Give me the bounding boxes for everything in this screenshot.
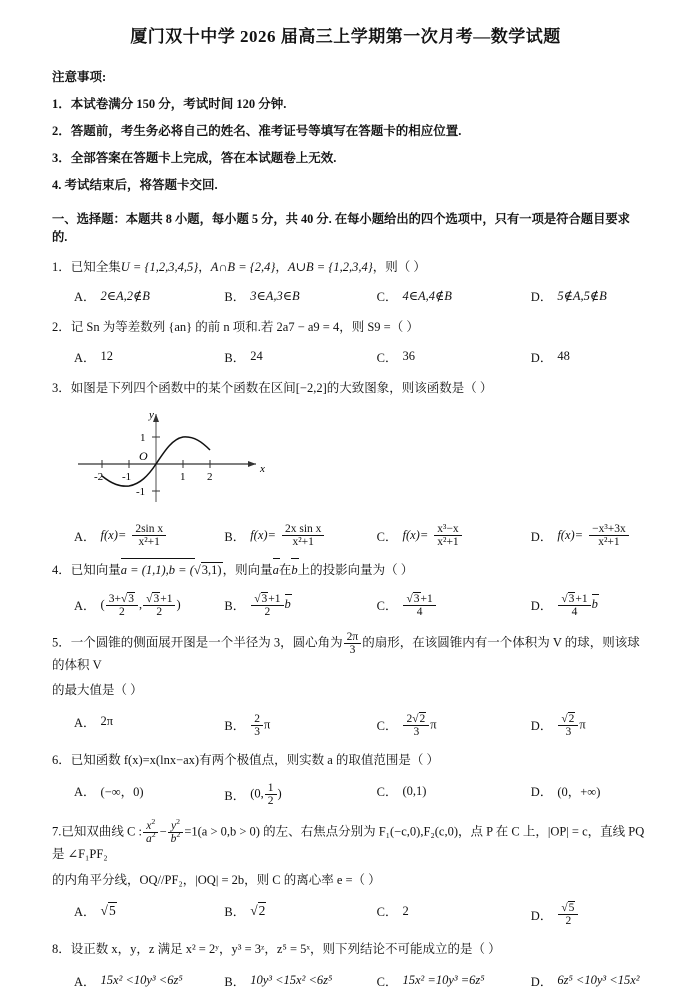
q4-t4: 上的投影向量为（ ） <box>297 563 414 578</box>
q5-option-b[interactable] <box>224 713 376 738</box>
q8-option-c[interactable] <box>377 972 531 990</box>
q5-opt-b-label: B． <box>224 719 246 734</box>
q4-t3: 在 <box>278 563 292 578</box>
q8-option-d[interactable] <box>531 972 645 990</box>
q1-opt-a-text: 2∈A,2∉B <box>100 289 150 304</box>
q3-opt-c-frac <box>434 523 461 548</box>
q8-opt-b-label: B． <box>224 974 246 989</box>
q2-opt-b-text: 24 <box>250 349 263 364</box>
q8-opt-c-text: 15x² =10y³ =6z⁵ <box>402 973 485 988</box>
question-5-stem-line2: 的最大值是（ ） <box>52 683 143 698</box>
q3-opt-d-label: D． <box>530 529 553 544</box>
q6-option-d[interactable] <box>531 782 645 800</box>
q8-number: 8． <box>52 942 71 957</box>
q3-opt-a-den: x²+1 <box>138 536 160 549</box>
exam-page <box>0 22 691 989</box>
question-7-options <box>52 902 645 927</box>
q8-option-b[interactable] <box>224 972 376 990</box>
question-8-options <box>52 972 645 990</box>
notice-heading: 注意事项: <box>52 70 107 84</box>
q4-number: 4． <box>52 563 71 578</box>
q3-option-b[interactable] <box>224 523 376 548</box>
q3-opt-b-num: 2x sin x <box>282 523 324 536</box>
q3-opt-a-label: A． <box>74 529 96 544</box>
q7-text2: =1(a > 0,b > 0) 的左、右焦点分别为 F₁(−c,0),F₂(c,0)，点 P 在 C 上，|OP| = c，直线 PQ是 ∠F₁PF₂ <box>52 824 645 862</box>
q3-text: 如图是下列四个函数中的某个函数在区间[−2,2]的大致图象，则该函数是（ ） <box>70 380 493 395</box>
q4-opt-a-label: A． <box>74 599 96 614</box>
q3-option-a[interactable] <box>74 523 224 548</box>
q6-option-c[interactable] <box>377 782 531 800</box>
question-7-stem-line2: 的内角平分线，OQ//PF₂，|OQ| = 2b，则 C 的离心率 e =（ ） <box>52 872 381 887</box>
notice-item: 1．本试卷满分 150 分，考试时间 120 分钟. <box>52 97 287 111</box>
notice-item: 2．答题前，考生务必将自己的姓名、准考证号等填写在答题卡的相应位置. <box>52 124 462 138</box>
question-1-stem <box>52 258 645 277</box>
q2-option-d[interactable] <box>531 348 645 366</box>
q7-opt-c-label: C． <box>376 905 398 920</box>
question-4-stem <box>52 561 645 580</box>
q2-number: 2． <box>52 320 71 335</box>
q6-opt-a-text: (−∞，0) <box>100 785 144 800</box>
q3-opt-c-label: C． <box>376 529 398 544</box>
q4-opt-a-expr: ( $\frac{3+√3}{2}$ , $\frac{√3+1}{2}$ ) <box>100 592 181 618</box>
q6-option-a[interactable] <box>74 782 224 800</box>
q7-frac-b: $\frac{y^2}{b^2}$ <box>168 820 184 845</box>
q3-option-c[interactable] <box>377 523 531 548</box>
q5-angle-frac: $\frac{2\pi}{3}$ <box>344 631 362 656</box>
q1-option-d[interactable] <box>531 287 645 305</box>
q5-number: 5． <box>52 635 71 650</box>
q7-number: 7. <box>52 824 62 839</box>
q6-opt-d-text: (0，+∞) <box>557 785 601 800</box>
q7-option-c[interactable] <box>377 902 531 920</box>
notice-item: 4. 考试结束后，将答题卡交回. <box>52 178 218 192</box>
q3-opt-b-fn: f(x)= <box>250 528 276 543</box>
question-4-options <box>52 593 645 618</box>
q1-opt-d-label: D． <box>530 290 553 305</box>
question-2-stem <box>52 318 645 337</box>
q2-option-b[interactable] <box>224 348 376 366</box>
q6-number: 6． <box>52 752 71 767</box>
q7-frac-a: $\frac{x^2}{a^2}$ <box>143 820 159 845</box>
q3-opt-b-frac <box>282 523 324 548</box>
q3-opt-a-num: 2sin x <box>132 523 166 536</box>
q5-opt-d-label: D． <box>530 719 553 734</box>
q3-opt-a-frac <box>132 523 166 548</box>
q7-option-b[interactable] <box>224 902 376 920</box>
q1-opt-a-label: A． <box>74 290 96 305</box>
q7-opt-a-label: A． <box>74 905 96 920</box>
q5-text1: 一个圆锥的侧面展开图是一个半径为 3，圆心角为 <box>70 635 343 650</box>
q2-opt-b-label: B． <box>224 350 246 365</box>
q3-opt-d-den: x²+1 <box>598 536 620 549</box>
q4-opt-c-label: C． <box>376 599 398 614</box>
q2-opt-a-label: A． <box>74 350 96 365</box>
notice-item: 3．全部答案在答题卡上完成，答在本试题卷上无效. <box>52 151 337 165</box>
q5-opt-c-expr: $\frac{2√2}{3}$ π <box>402 713 436 738</box>
q7-opt-c-text: 2 <box>402 903 409 918</box>
q6-opt-c-text: (0,1) <box>402 783 427 798</box>
q1-option-a[interactable] <box>74 287 224 305</box>
q5-opt-a-label: A． <box>74 715 96 730</box>
q1-tail: ，则（ ） <box>372 260 426 274</box>
axis-label-x: x <box>260 463 265 476</box>
q4-t1: 已知向量 <box>70 563 121 578</box>
ytick-neg1: -1 <box>136 486 146 499</box>
q2-opt-a-text: 12 <box>100 349 114 364</box>
q4-opt-b-label: B． <box>224 599 246 614</box>
xtick-pos2: 2 <box>207 471 213 484</box>
q4-opt-b-expr: $\frac{√3+1}{2}$ b <box>250 593 291 618</box>
q8-opt-a-text: 15x² <10y³ <6z⁵ <box>100 973 183 988</box>
q3-option-d[interactable] <box>531 523 645 548</box>
q8-opt-a-label: A． <box>74 974 96 989</box>
q1-set-inter: A∩B = {2,4} <box>210 260 276 274</box>
q2-opt-d-text: 48 <box>557 349 570 364</box>
q7-opt-d-label: D． <box>530 908 553 923</box>
q3-opt-b-label: B． <box>224 529 246 544</box>
q6-opt-b-label: B． <box>224 788 246 803</box>
q4-sqrt3-val: 3,1) <box>201 563 222 578</box>
xtick-neg2: -2 <box>94 471 104 484</box>
q3-opt-c-den: x²+1 <box>437 536 459 549</box>
q8-option-a[interactable] <box>74 972 224 990</box>
q3-opt-c-num: x³−x <box>434 523 461 536</box>
q4-t2: ，则向量 <box>222 563 273 578</box>
q7-option-d[interactable] <box>531 902 645 927</box>
q3-opt-a-fn: f(x)= <box>100 528 127 543</box>
q7-opt-b-expr: √2 <box>250 903 266 919</box>
q6-option-b[interactable] <box>224 782 376 807</box>
origin-label: O <box>139 449 148 464</box>
q4-vec-b2: b <box>291 561 297 580</box>
xtick-neg1: -1 <box>122 471 132 484</box>
q2-opt-c-label: C． <box>376 350 398 365</box>
question-3-stem <box>52 379 645 398</box>
q5-opt-a-text: 2π <box>100 714 114 729</box>
q6-opt-c-label: C． <box>376 785 398 800</box>
question-2-options <box>52 348 645 366</box>
q3-opt-d-frac <box>589 523 629 548</box>
q6-text: 已知函数 f(x)=x(lnx−ax)有两个极值点，则实数 a 的取值范围是（ ） <box>70 752 439 767</box>
q1-opt-c-text: 4∈A,4∉B <box>402 289 452 304</box>
q3-opt-d-num: −x³+3x <box>589 523 629 536</box>
q5-option-d[interactable] <box>531 713 645 738</box>
q1-text: 已知全集 <box>70 260 121 274</box>
q8-opt-d-text: 6z⁵ <10y³ <15x² <box>557 973 640 988</box>
q7-text1: 已知双曲线 C : <box>61 824 142 839</box>
q1-set-u: U = {1,2,3,4,5} <box>120 260 199 274</box>
question-8-stem <box>52 940 645 959</box>
q3-opt-c-fn: f(x)= <box>402 528 429 543</box>
q7-option-a[interactable] <box>74 902 224 920</box>
page-title: 厦门双十中学 2026 届高三上学期第一次月考—数学试题 <box>130 27 561 46</box>
q1-opt-b-text: 3∈A,3∈B <box>250 289 300 304</box>
q1-sep2: ， <box>275 260 288 274</box>
q5-opt-c-label: C． <box>376 719 398 734</box>
q1-number: 1． <box>52 260 71 274</box>
question-3-figure <box>52 406 645 511</box>
q8-opt-c-label: C． <box>376 974 398 989</box>
q4-option-d[interactable] <box>531 593 645 618</box>
q5-option-c[interactable] <box>377 713 531 738</box>
question-7-stem: 7.已知双曲线 C : $\frac{x^2}{a^2}$ − $\frac{y^2}{b^2}$ =1(a > 0,b > 0) 的左、右焦点分别为 F₁(−c,0),F₂(c,0)，点 P 在 C 上，|OP| = c，直线 PQ是 ∠F₁PF₂ <box>52 817 645 862</box>
q6-opt-a-label: A． <box>74 785 96 800</box>
q7-opt-b-label: B． <box>224 905 246 920</box>
q4-vector-b: b = ( <box>169 561 194 580</box>
question-6-stem <box>52 751 645 770</box>
q4-opt-c-expr: $\frac{√3+1}{4}$ <box>402 593 436 618</box>
page-body <box>0 67 691 990</box>
q1-sep1: ， <box>198 260 211 274</box>
q8-opt-b-text: 10y³ <15x² <6z⁵ <box>250 973 333 988</box>
q2-text: 记 Sn 为等差数列 {an} 的前 n 项和.若 2a7 − a9 = 4，则 S9 =（ ） <box>70 320 419 335</box>
xtick-pos1: 1 <box>180 471 186 484</box>
question-6-options <box>52 782 645 807</box>
question-3-options <box>52 523 645 548</box>
q4-vector-a: a = (1,1), <box>121 561 169 580</box>
question-5-stem <box>52 631 645 676</box>
q8-text: 设正数 x，y，z 满足 x² = 2ʸ，y³ = 3ᶻ，z⁵ = 5ˣ，则下列结论不可能成立的是（ ） <box>70 942 501 957</box>
ytick-pos1: 1 <box>140 432 146 445</box>
question-1-options <box>52 287 645 305</box>
q7-opt-d-expr: $\frac{√5}{2}$ <box>557 902 579 927</box>
q6-opt-d-label: D． <box>530 785 553 800</box>
q5-opt-b-expr: $\frac{2}{3}$ π <box>250 713 270 738</box>
q3-opt-b-den: x²+1 <box>292 536 314 549</box>
q5-opt-d-expr: $\frac{√2}{3}$ π <box>557 713 585 738</box>
q4-option-b[interactable] <box>224 593 376 618</box>
q1-opt-d-text: 5∉A,5∉B <box>557 289 607 304</box>
q6-opt-b-expr: (0, $\frac{1}{2}$ ) <box>250 782 282 808</box>
q5-text2: 的扇形，在该圆锥内有一个体积为 V 的球，则该球的体积 V <box>52 635 640 672</box>
q2-opt-d-label: D． <box>530 350 553 365</box>
q2-opt-c-text: 36 <box>402 349 415 364</box>
section-header: 一、选择题：本题共 8 小题，每小题 5 分，共 40 分. 在每小题给出的四个选项中，只有一项是符合题目要求的. <box>52 212 630 244</box>
q8-opt-d-label: D． <box>530 974 553 989</box>
q4-opt-d-label: D． <box>530 599 553 614</box>
q2-option-a[interactable] <box>74 348 224 366</box>
q1-option-b[interactable] <box>224 287 376 305</box>
q1-option-c[interactable] <box>377 287 531 305</box>
q4-vec-a2: a <box>273 561 279 580</box>
question-5-options <box>52 713 645 738</box>
q1-opt-c-label: C． <box>376 290 398 305</box>
q4-sqrt3: √3,1) <box>193 563 222 578</box>
q5-option-a[interactable] <box>74 713 224 731</box>
q4-opt-d-expr: $\frac{√3+1}{4}$ b <box>557 593 598 618</box>
q3-opt-d-fn: f(x)= <box>557 528 584 543</box>
q7-opt-a-expr: √5 <box>100 903 116 919</box>
q3-number: 3． <box>52 380 71 395</box>
q4-option-c[interactable] <box>377 593 531 618</box>
function-graph <box>60 406 290 506</box>
q1-set-union: A∪B = {1,2,3,4} <box>287 260 373 274</box>
q1-opt-b-label: B． <box>224 290 246 305</box>
q4-option-a[interactable] <box>74 593 224 618</box>
axis-label-y: y <box>149 409 154 422</box>
q2-option-c[interactable] <box>377 348 531 366</box>
